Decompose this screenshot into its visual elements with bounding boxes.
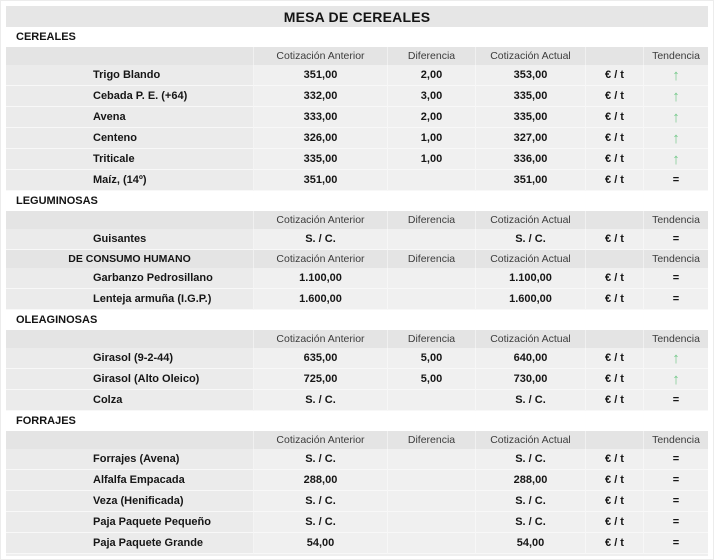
trend-icon: = xyxy=(644,170,708,191)
table-row xyxy=(6,470,708,491)
cell-cotizacion-actual: 353,00 xyxy=(476,65,586,86)
column-header-row xyxy=(6,330,708,348)
column-header-diferencia: Diferencia xyxy=(388,47,476,65)
section-header-cereales xyxy=(6,27,708,47)
cell-cotizacion-anterior: 351,00 xyxy=(254,65,388,86)
product-name: Veza (Henificada) xyxy=(6,491,254,512)
table-row xyxy=(6,533,708,554)
cell-diferencia: 5,00 xyxy=(388,369,476,390)
cell-cotizacion-anterior: 725,00 xyxy=(254,369,388,390)
cell-unit: € / t xyxy=(586,533,644,554)
product-name: Guisantes xyxy=(6,229,254,250)
cell-cotizacion-actual: 1.100,00 xyxy=(476,268,586,289)
cell-diferencia xyxy=(388,289,476,310)
trend-icon: ↑ xyxy=(644,107,708,128)
trend-icon: = xyxy=(644,491,708,512)
trend-icon: = xyxy=(644,449,708,470)
cell-unit: € / t xyxy=(586,229,644,250)
section-title: OLEAGINOSAS xyxy=(16,314,98,326)
cell-cotizacion-actual: 335,00 xyxy=(476,107,586,128)
table-row xyxy=(6,65,708,86)
cell-cotizacion-anterior: 333,00 xyxy=(254,107,388,128)
column-header-cotizacion-actual: Cotización Actual xyxy=(476,211,586,229)
column-header-cotizacion-actual: Cotización Actual xyxy=(476,250,586,268)
cell-diferencia: 2,00 xyxy=(388,65,476,86)
product-name: Centeno xyxy=(6,128,254,149)
cell-cotizacion-actual: 730,00 xyxy=(476,369,586,390)
table-row xyxy=(6,449,708,470)
cell-unit: € / t xyxy=(586,268,644,289)
column-header-diferencia: Diferencia xyxy=(388,211,476,229)
section-oleaginosas xyxy=(6,310,708,411)
column-header-unit xyxy=(586,47,644,65)
section-title: FORRAJES xyxy=(16,415,76,427)
column-header-row-consumo-humano xyxy=(6,250,708,268)
table-row xyxy=(6,491,708,512)
section-header-leguminosas xyxy=(6,191,708,211)
section-leguminosas xyxy=(6,191,708,310)
trend-icon: ↑ xyxy=(644,128,708,149)
column-header-tendencia: Tendencia xyxy=(652,333,700,345)
column-header-cotizacion-anterior: Cotización Anterior xyxy=(254,250,388,268)
trend-icon: ↑ xyxy=(644,65,708,86)
column-header-unit xyxy=(586,431,644,449)
trend-icon: ↑ xyxy=(644,86,708,107)
cell-cotizacion-anterior: 351,00 xyxy=(254,170,388,191)
product-name: Garbanzo Pedrosillano xyxy=(6,268,254,289)
cell-diferencia xyxy=(388,470,476,491)
cell-cotizacion-actual: 54,00 xyxy=(476,533,586,554)
column-header-unit xyxy=(586,330,644,348)
cell-cotizacion-anterior: 288,00 xyxy=(254,470,388,491)
column-header-cotizacion-anterior: Cotización Anterior xyxy=(254,330,388,348)
table-row xyxy=(6,149,708,170)
trend-icon: ↑ xyxy=(644,369,708,390)
cell-cotizacion-actual: 327,00 xyxy=(476,128,586,149)
cell-diferencia xyxy=(388,491,476,512)
cell-unit: € / t xyxy=(586,470,644,491)
column-header-cotizacion-actual: Cotización Actual xyxy=(476,330,586,348)
cell-cotizacion-actual: 640,00 xyxy=(476,348,586,369)
cell-diferencia: 1,00 xyxy=(388,149,476,170)
group-label xyxy=(6,47,254,65)
column-header-cotizacion-anterior: Cotización Anterior xyxy=(254,431,388,449)
cell-cotizacion-actual: S. / C. xyxy=(476,229,586,250)
cell-unit: € / t xyxy=(586,491,644,512)
section-header-forrajes xyxy=(6,411,708,431)
table-row xyxy=(6,86,708,107)
group-label xyxy=(6,211,254,229)
cell-unit: € / t xyxy=(586,107,644,128)
cell-diferencia xyxy=(388,268,476,289)
trend-icon: ↑ xyxy=(644,348,708,369)
cell-diferencia: 2,00 xyxy=(388,107,476,128)
product-name: Paja Paquete Grande xyxy=(6,533,254,554)
column-header-diferencia: Diferencia xyxy=(388,431,476,449)
product-name: Girasol (9-2-44) xyxy=(6,348,254,369)
cell-unit: € / t xyxy=(586,170,644,191)
trend-icon: = xyxy=(644,268,708,289)
column-header-diferencia: Diferencia xyxy=(388,330,476,348)
column-header-cotizacion-actual: Cotización Actual xyxy=(476,47,586,65)
cell-cotizacion-anterior: 332,00 xyxy=(254,86,388,107)
trend-icon: = xyxy=(644,229,708,250)
column-header-row xyxy=(6,431,708,449)
product-name: Lenteja armuña (I.G.P.) xyxy=(6,289,254,310)
page-title: MESA DE CEREALES xyxy=(283,8,431,25)
product-name: Trigo Blando xyxy=(6,65,254,86)
cell-diferencia xyxy=(388,390,476,411)
cell-cotizacion-actual: 336,00 xyxy=(476,149,586,170)
cell-cotizacion-anterior: S. / C. xyxy=(254,512,388,533)
table-row xyxy=(6,128,708,149)
table-row xyxy=(6,229,708,250)
table-row xyxy=(6,390,708,411)
cell-diferencia: 1,00 xyxy=(388,128,476,149)
cell-unit: € / t xyxy=(586,289,644,310)
cell-unit: € / t xyxy=(586,128,644,149)
cell-diferencia xyxy=(388,170,476,191)
column-header-diferencia: Diferencia xyxy=(388,250,476,268)
column-header-row xyxy=(6,211,708,229)
cell-cotizacion-anterior: 635,00 xyxy=(254,348,388,369)
column-header-cotizacion-anterior: Cotización Anterior xyxy=(254,47,388,65)
product-name: Avena xyxy=(6,107,254,128)
trend-icon: = xyxy=(644,470,708,491)
cell-cotizacion-actual: S. / C. xyxy=(476,449,586,470)
cell-cotizacion-actual: 1.600,00 xyxy=(476,289,586,310)
cell-cotizacion-actual: S. / C. xyxy=(476,491,586,512)
cell-diferencia xyxy=(388,229,476,250)
cell-cotizacion-anterior: S. / C. xyxy=(254,229,388,250)
cell-cotizacion-actual: 335,00 xyxy=(476,86,586,107)
column-header-cotizacion-anterior: Cotización Anterior xyxy=(254,211,388,229)
cell-unit: € / t xyxy=(586,512,644,533)
group-label xyxy=(6,330,254,348)
product-name: Alfalfa Empacada xyxy=(6,470,254,491)
column-header-tendencia: Tendencia xyxy=(652,214,700,226)
trend-icon: = xyxy=(644,289,708,310)
product-name: Cebada P. E. (+64) xyxy=(6,86,254,107)
cell-diferencia xyxy=(388,512,476,533)
cell-cotizacion-actual: S. / C. xyxy=(476,512,586,533)
section-header-oleaginosas xyxy=(6,310,708,330)
column-header-cotizacion-actual: Cotización Actual xyxy=(476,431,586,449)
trend-icon: ↑ xyxy=(644,149,708,170)
cell-unit: € / t xyxy=(586,65,644,86)
cell-unit: € / t xyxy=(586,369,644,390)
product-name: Triticale xyxy=(6,149,254,170)
table-row xyxy=(6,512,708,533)
cell-diferencia xyxy=(388,533,476,554)
cell-cotizacion-anterior: 1.100,00 xyxy=(254,268,388,289)
trend-icon: = xyxy=(644,390,708,411)
cell-cotizacion-anterior: 326,00 xyxy=(254,128,388,149)
section-forrajes xyxy=(6,411,708,554)
cell-diferencia: 3,00 xyxy=(388,86,476,107)
column-header-tendencia: Tendencia xyxy=(652,253,700,265)
cell-unit: € / t xyxy=(586,449,644,470)
group-label-de-consumo-humano: DE CONSUMO HUMANO xyxy=(6,250,254,268)
trend-icon: = xyxy=(644,533,708,554)
column-header-tendencia: Tendencia xyxy=(652,50,700,62)
price-table xyxy=(6,6,708,556)
table-row xyxy=(6,107,708,128)
section-cereales xyxy=(6,27,708,191)
cell-cotizacion-anterior: S. / C. xyxy=(254,390,388,411)
table-row xyxy=(6,170,708,191)
column-header-unit xyxy=(586,211,644,229)
cell-diferencia: 5,00 xyxy=(388,348,476,369)
product-name: Maíz, (14º) xyxy=(6,170,254,191)
cell-unit: € / t xyxy=(586,149,644,170)
table-row xyxy=(6,348,708,369)
cell-cotizacion-anterior: 335,00 xyxy=(254,149,388,170)
cell-diferencia xyxy=(388,449,476,470)
table-row xyxy=(6,369,708,390)
cell-cotizacion-actual: S. / C. xyxy=(476,390,586,411)
column-header-tendencia: Tendencia xyxy=(652,434,700,446)
column-header-row xyxy=(6,47,708,65)
table-row xyxy=(6,268,708,289)
cell-cotizacion-actual: 351,00 xyxy=(476,170,586,191)
cell-cotizacion-anterior: S. / C. xyxy=(254,491,388,512)
cell-cotizacion-anterior: 1.600,00 xyxy=(254,289,388,310)
group-label xyxy=(6,431,254,449)
product-name: Colza xyxy=(6,390,254,411)
table-title-bar xyxy=(6,6,708,27)
cell-cotizacion-anterior: S. / C. xyxy=(254,449,388,470)
cell-unit: € / t xyxy=(586,86,644,107)
table-row xyxy=(6,289,708,310)
product-name: Forrajes (Avena) xyxy=(6,449,254,470)
cell-cotizacion-anterior: 54,00 xyxy=(254,533,388,554)
section-title: LEGUMINOSAS xyxy=(16,195,98,207)
section-title: CEREALES xyxy=(16,31,76,43)
cell-unit: € / t xyxy=(586,390,644,411)
trend-icon: = xyxy=(644,512,708,533)
product-name: Paja Paquete Pequeño xyxy=(6,512,254,533)
cell-unit: € / t xyxy=(586,348,644,369)
product-name: Girasol (Alto Oleico) xyxy=(6,369,254,390)
cell-cotizacion-actual: 288,00 xyxy=(476,470,586,491)
column-header-unit xyxy=(586,250,644,268)
